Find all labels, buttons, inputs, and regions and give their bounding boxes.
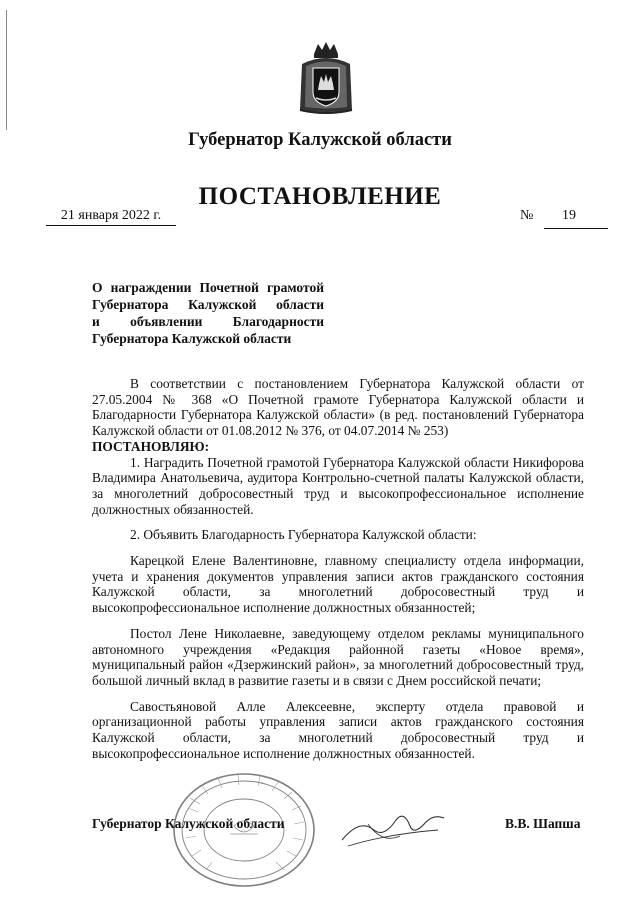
signatory-title: Губернатор Калужской области: [92, 816, 285, 831]
awardee-paragraph: Савостьяновой Алле Алексеевне, эксперту отдела правовой и организационной работы управления записи актов гражданского состояния Калужской области, за многолетний добросовестный труд и высокопрофессиональное исполнение должностных обязанностей.: [92, 698, 584, 761]
kaluga-coat-of-arms-icon: [296, 40, 356, 116]
preamble-paragraph: В соответствии с постановлением Губернатора Калужской области от 27.05.2004 № 368 «О Почетной грамоте Губернатора Калужской области и Благодарности Губернатора Калужской области» (в ред. постановлений Губернатора Калужской области от 01.08.2012 № 376, от 04.07.2014 № 253): [92, 376, 584, 439]
margin-rule: [6, 10, 7, 130]
awardee-paragraph: Постол Лене Николаевне, заведующему отделом рекламы муниципального автономного учреждения «Редакция районной газеты «Новое время», муниципальный район «Дзержинский район», за многолетний добросовестный труд, большой личный вклад в развитие газеты и в связи с Днем российской печати;: [92, 625, 584, 688]
signatory-name: В.В. Шапша: [505, 816, 581, 831]
document-number: 19: [562, 208, 576, 223]
subject-line: Губернатора Калужской области: [92, 331, 292, 346]
document-subject: [92, 279, 324, 347]
subject-line: и объявлении Благодарности: [92, 314, 324, 329]
handwritten-signature-icon: [338, 800, 448, 850]
subject-line: О награждении Почетной грамотой: [92, 280, 324, 295]
document-type-title: ПОСТАНОВЛЕНИЕ: [198, 183, 442, 210]
decree-word: ПОСТАНОВЛЯЮ:: [92, 438, 210, 454]
document-body: [92, 376, 584, 761]
number-sign: №: [520, 208, 534, 223]
subject-line: Губернатора Калужской области: [92, 297, 324, 312]
awardee-paragraph: Карецкой Елене Валентиновне, главному специалисту отдела информации, учета и хранения документов управления записи актов гражданского состояния Калужской области, за многолетний добросовестный труд и высокопрофессиональное исполнение должностных обязанностей;: [92, 553, 584, 616]
date-underline: [46, 225, 176, 226]
number-underline: [544, 228, 608, 229]
document-date: 21 января 2022 г.: [60, 208, 162, 223]
document-date-field: [46, 208, 176, 226]
item-2-paragraph: 2. Объявить Благодарность Губернатора Калужской области:: [130, 527, 477, 543]
item-1-paragraph: 1. Наградить Почетной грамотой Губернатора Калужской области Никифорова Владимира Анатольевича, аудитора Контрольно-счетной палаты Калужской области, за многолетний добросовестный труд и высокопрофессиональное исполнение должностных обязанностей.: [92, 454, 584, 517]
issuing-authority: Губернатор Калужской области: [188, 130, 452, 150]
